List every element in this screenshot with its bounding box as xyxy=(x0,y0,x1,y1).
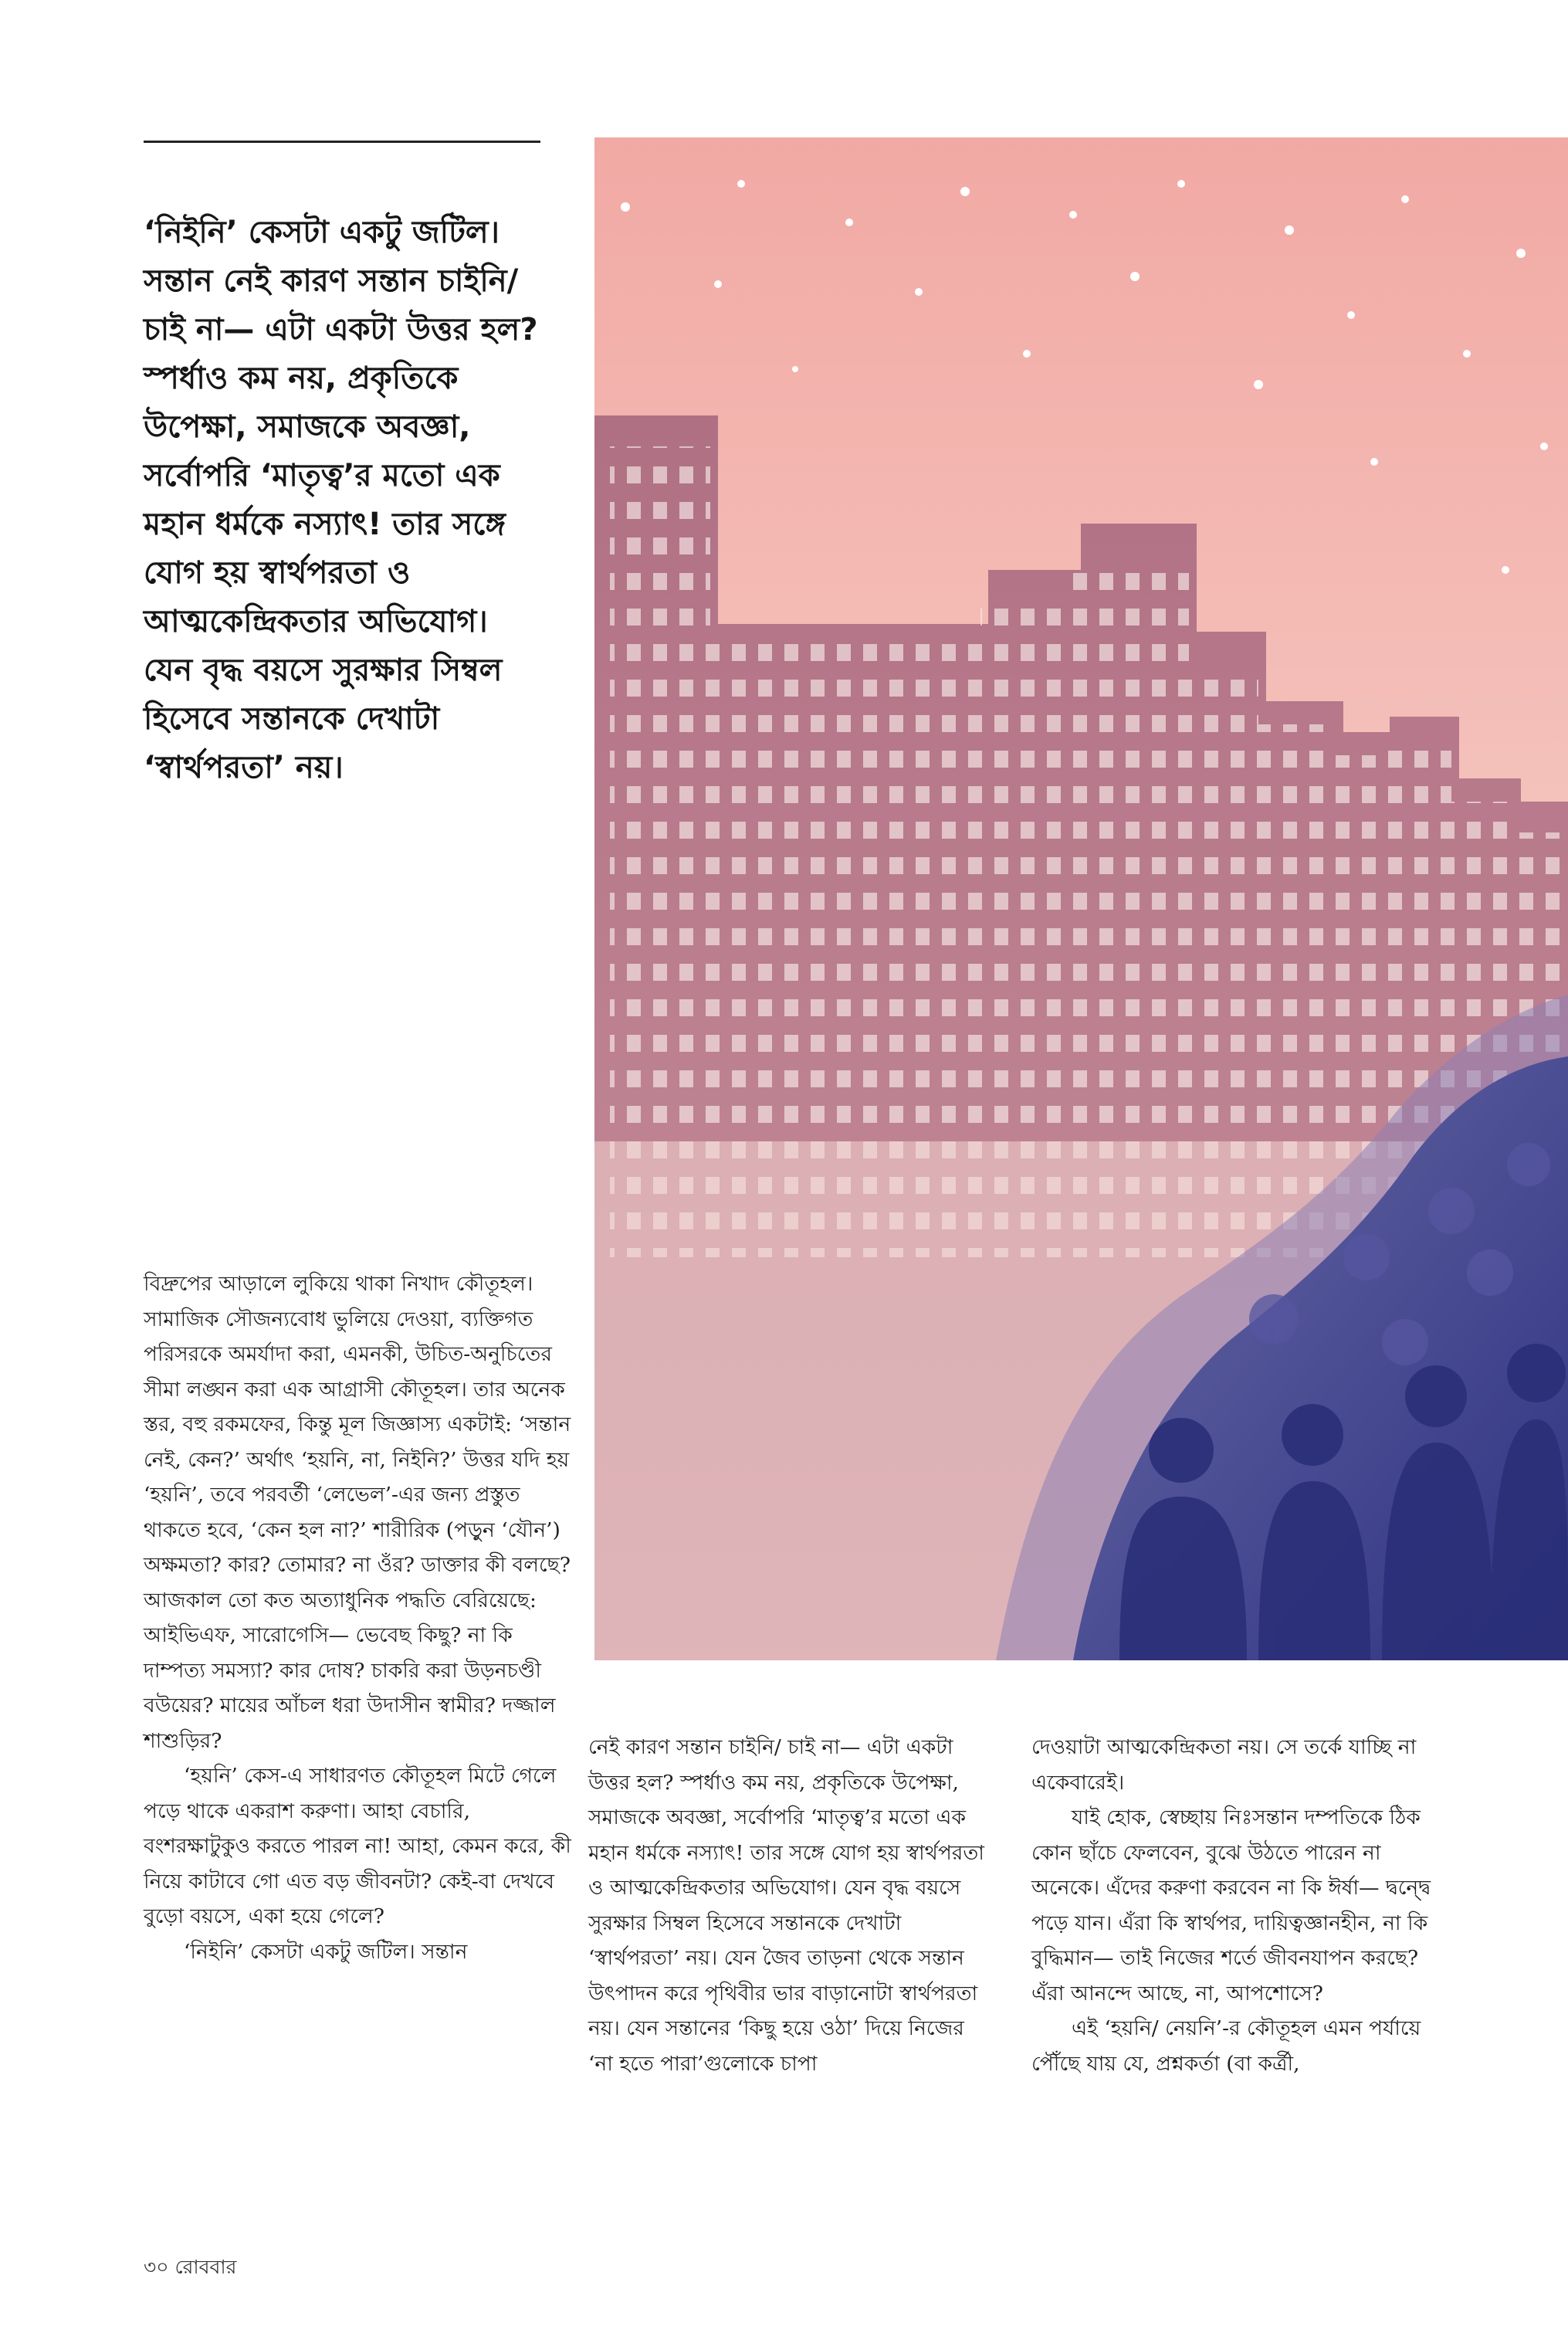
illustration-svg xyxy=(594,137,1568,1660)
paragraph: এই ‘হয়নি/ নেয়নি’-র কৌতূহল এমন পর্যায়ে পৌঁছে যায় যে, প্রশ্নকর্তা (বা কর্ত্রী, xyxy=(1031,2016,1421,2076)
city-crowd-illustration xyxy=(594,137,1568,1660)
paragraph: ‘নিইনি’ কেসটা একটু জটিল। সন্তান xyxy=(184,1939,468,1964)
paragraph: যাই হোক, স্বেচ্ছায় নিঃসন্তান দম্পতিকে ঠিক কোন ছাঁচে ফেলবেন, বুঝে উঠতে পারেন না অনেকে। এঁদের করুণা করবেন না কি ঈর্ষা— দ্বন্দ্বে পড়ে যান। এঁরা কি স্বার্থপর, দায়িত্বজ্ঞানহীন, না কি বুদ্ধিমান— তাই নিজের শর্তে জীবনযাপন করছে? এঁরা আনন্দে আছে, না, আপশোসে? xyxy=(1031,1806,1431,2006)
paragraph: বিদ্রুপের আড়ালে লুকিয়ে থাকা নিখাদ কৌতূহল। সামাজিক সৌজন্যবোধ ভুলিয়ে দেওয়া, ব্যক্তিগত পরিসরকে অমর্যাদা করা, এমনকী, উচিত-অনুচিতের সীমা লঙ্ঘন করা এক আগ্রাসী কৌতূহল। তার অনেক স্তর, বহু রকমফের, কিন্তু মূল জিজ্ঞাস্য একটাই: ‘সন্তান নেই, কেন?’ অর্থাৎ ‘হয়নি, না, নিইনি?’ উত্তর যদি হয় ‘হয়নি’, তবে পরবর্তী ‘লেভেল’-এর জন্য প্রস্তুত থাকতে হবে, ‘কেন হল না?’ শারীরিক (পড়ুন ‘যৌন’) অক্ষমতা? কার? তোমার? না ওঁর? ডাক্তার কী বলছে? আজকাল তো কত অত্যাধুনিক পদ্ধতি বেরিয়েছে: আইভিএফ, সারোগেসি— ভেবেছ কিছু? না কি দাম্পত্য সমস্যা? কার দোষ? চাকরি করা উড়নচণ্ডী বউয়ের? মায়ের আঁচল ধরা উদাসীন স্বামীর? দজ্জাল শাশুড়ির? xyxy=(144,1272,571,1753)
paragraph: ‘হয়নি’ কেস-এ সাধারণত কৌতূহল মিটে গেলে পড়ে থাকে একরাশ করুণা। আহা বেচারি, বংশরক্ষাটুকুও করতে পারল না! আহা, কেমন করে, কী নিয়ে কাটাবে গো এত বড় জীবনটা? কেই-বা দেখবে বুড়ো বয়সে, একা হয়ে গেলে? xyxy=(144,1764,571,1928)
page-folio: ৩০ রোববার xyxy=(144,2256,237,2278)
text-column-1 xyxy=(144,1266,572,1969)
pull-quote: ‘নিইনি’ কেসটা একটু জটিল। সন্তান নেই কারণ সন্তান চাইনি/ চাই না— এটা একটা উত্তর হল? স্পর্ধাও কম নয়, প্রকৃতিকে উপেক্ষা, সমাজকে অবজ্ঞা, সর্বোপরি ‘মাতৃত্ব’র মতো এক মহান ধর্মকে নস্যাৎ! তার সঙ্গে যোগ হয় স্বার্থপরতা ও আত্মকেন্দ্রিকতার অভিযোগ। যেন বৃদ্ধ বয়সে সুরক্ষার সিম্বল হিসেবে সন্তানকে দেখাটা ‘স্বার্থপরতা’ নয়। xyxy=(144,215,538,785)
text-column-2 xyxy=(588,1730,990,2081)
paragraph: নেই কারণ সন্তান চাইনি/ চাই না— এটা একটা উত্তর হল? স্পর্ধাও কম নয়, প্রকৃতিকে উপেক্ষা, সমাজকে অবজ্ঞা, সর্বোপরি ‘মাতৃত্ব’র মতো এক মহান ধর্মকে নস্যাৎ! তার সঙ্গে যোগ হয় স্বার্থপরতা ও আত্মকেন্দ্রিকতার অভিযোগ। যেন বৃদ্ধ বয়সে সুরক্ষার সিম্বল হিসেবে সন্তানকে দেখাটা ‘স্বার্থপরতা’ নয়। যেন জৈব তাড়না থেকে সন্তান উৎপাদন করে পৃথিবীর ভার বাড়ানোটা স্বার্থপরতা নয়। যেন সন্তানের ‘কিছু হয়ে ওঠা’ দিয়ে নিজের ‘না হতে পারা’গুলোকে চাপা xyxy=(588,1735,984,2076)
text-column-3 xyxy=(1031,1730,1434,2081)
top-rule xyxy=(144,141,540,143)
paragraph: দেওয়াটা আত্মকেন্দ্রিকতা নয়। সে তর্কে যাচ্ছি না একেবারেই। xyxy=(1031,1735,1417,1795)
